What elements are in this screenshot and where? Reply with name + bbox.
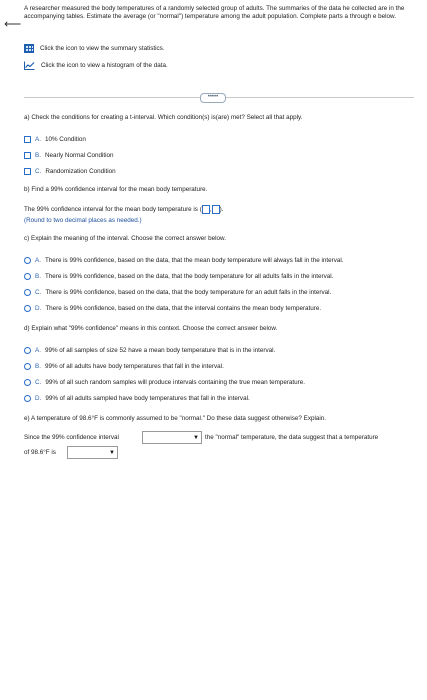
option-letter: B. bbox=[35, 152, 41, 159]
radio-button[interactable] bbox=[24, 395, 31, 402]
table-icon[interactable] bbox=[24, 44, 34, 53]
radio-button[interactable] bbox=[24, 347, 31, 354]
checkbox[interactable] bbox=[24, 152, 31, 159]
part-d-option-d[interactable] bbox=[24, 395, 250, 402]
part-c-option-c[interactable] bbox=[24, 289, 331, 296]
option-text: 99% of all adults sampled have body temperatures that fall in the interval. bbox=[45, 395, 250, 402]
option-text: 99% of all adults have body temperatures that fall in the interval. bbox=[44, 363, 224, 370]
part-a-option-c[interactable] bbox=[24, 168, 116, 175]
conclusion-dropdown[interactable] bbox=[67, 446, 118, 459]
part-d-option-a[interactable] bbox=[24, 347, 275, 354]
option-text: Randomization Condition bbox=[45, 168, 116, 175]
option-text: 10% Condition bbox=[44, 136, 86, 143]
part-b-answer-row bbox=[24, 205, 223, 214]
option-text: 99% of all such random samples will produce intervals containing the true mean temperature. bbox=[45, 379, 306, 386]
option-letter: A. bbox=[35, 347, 41, 354]
part-d-option-c[interactable] bbox=[24, 379, 305, 386]
radio-button[interactable] bbox=[24, 257, 31, 264]
problem-intro: A researcher measured the body temperatures of a randomly selected group of adults. The summaries of the data he collected are in the accompanying tables. Estimate the average (or "normal") temperature among the adult population. Complete parts a through e below. bbox=[24, 5, 405, 21]
option-letter: A. bbox=[35, 257, 41, 264]
part-d-option-b[interactable] bbox=[24, 363, 224, 370]
rounding-hint: (Round to two decimal places as needed.) bbox=[24, 217, 142, 224]
histogram-icon[interactable] bbox=[24, 61, 35, 70]
part-a-question: a) Check the conditions for creating a t-interval. Which condition(s) is(are) met? Select all that apply. bbox=[24, 114, 303, 121]
answer-suffix: ). bbox=[219, 206, 224, 214]
part-c-option-a[interactable] bbox=[24, 257, 344, 264]
radio-button[interactable] bbox=[24, 363, 31, 370]
interval-relation-dropdown[interactable] bbox=[142, 431, 202, 444]
part-e-question: e) A temperature of 98.6°F is commonly assumed to be "normal." Do these data suggest otherwise? Explain. bbox=[24, 415, 327, 422]
option-letter: D. bbox=[35, 305, 42, 312]
option-text: There is 99% confidence, based on the data, that the body temperature for all adults falls in the interval. bbox=[44, 273, 334, 280]
part-c-option-d[interactable] bbox=[24, 305, 321, 312]
option-letter: B. bbox=[35, 273, 41, 280]
option-text: There is 99% confidence, based on the data, that the mean body temperature will always fall in the interval. bbox=[44, 257, 344, 264]
middle-text: the "normal" temperature, the data suggest that a temperature bbox=[205, 434, 379, 441]
option-text: There is 99% confidence, based on the data, that the interval contains the mean body temperature. bbox=[45, 305, 322, 312]
arrow-left-icon[interactable]: ⟵ bbox=[4, 17, 22, 31]
part-b-question: b) Find a 99% confidence interval for the mean body temperature. bbox=[24, 186, 208, 193]
radio-button[interactable] bbox=[24, 379, 31, 386]
summary-stats-label: Click the icon to view the summary statistics. bbox=[40, 45, 165, 52]
histogram-label: Click the icon to view a histogram of the data. bbox=[41, 62, 168, 69]
option-letter: A. bbox=[35, 136, 41, 143]
part-d-question: d) Explain what "99% confidence" means in this context. Choose the correct answer below. bbox=[24, 325, 278, 332]
radio-button[interactable] bbox=[24, 273, 31, 280]
dropdown-arrow-icon[interactable]: ▼ bbox=[109, 449, 115, 456]
option-letter: C. bbox=[35, 168, 42, 175]
radio-button[interactable] bbox=[24, 305, 31, 312]
ci-lower-input[interactable] bbox=[202, 205, 210, 214]
expand-more-button[interactable]: ••••• bbox=[200, 93, 226, 103]
option-text: Nearly Normal Condition bbox=[44, 152, 114, 159]
checkbox[interactable] bbox=[24, 136, 31, 143]
summary-stats-link[interactable] bbox=[24, 44, 165, 53]
of-label: of 98.6°F is bbox=[24, 449, 56, 456]
option-text: There is 99% confidence, based on the data, that the body temperature for an adult falls in the interval. bbox=[45, 289, 332, 296]
part-c-question: c) Explain the meaning of the interval. Choose the correct answer below. bbox=[24, 235, 226, 242]
radio-button[interactable] bbox=[24, 289, 31, 296]
histogram-link[interactable] bbox=[24, 61, 168, 70]
part-a-option-a[interactable] bbox=[24, 136, 86, 143]
option-letter: D. bbox=[35, 395, 42, 402]
dropdown-arrow-icon[interactable]: ▼ bbox=[193, 434, 199, 441]
ci-upper-input[interactable] bbox=[212, 205, 220, 214]
option-text: 99% of all samples of size 52 have a mean body temperature that is in the interval. bbox=[44, 347, 276, 354]
part-c-option-b[interactable] bbox=[24, 273, 333, 280]
option-letter: C. bbox=[35, 379, 42, 386]
checkbox[interactable] bbox=[24, 168, 31, 175]
option-letter: C. bbox=[35, 289, 42, 296]
answer-prefix: The 99% confidence interval for the mean body temperature is ( bbox=[24, 206, 202, 214]
part-a-option-b[interactable] bbox=[24, 152, 114, 159]
option-letter: B. bbox=[35, 363, 41, 370]
since-label: Since the 99% confidence interval bbox=[24, 434, 119, 441]
